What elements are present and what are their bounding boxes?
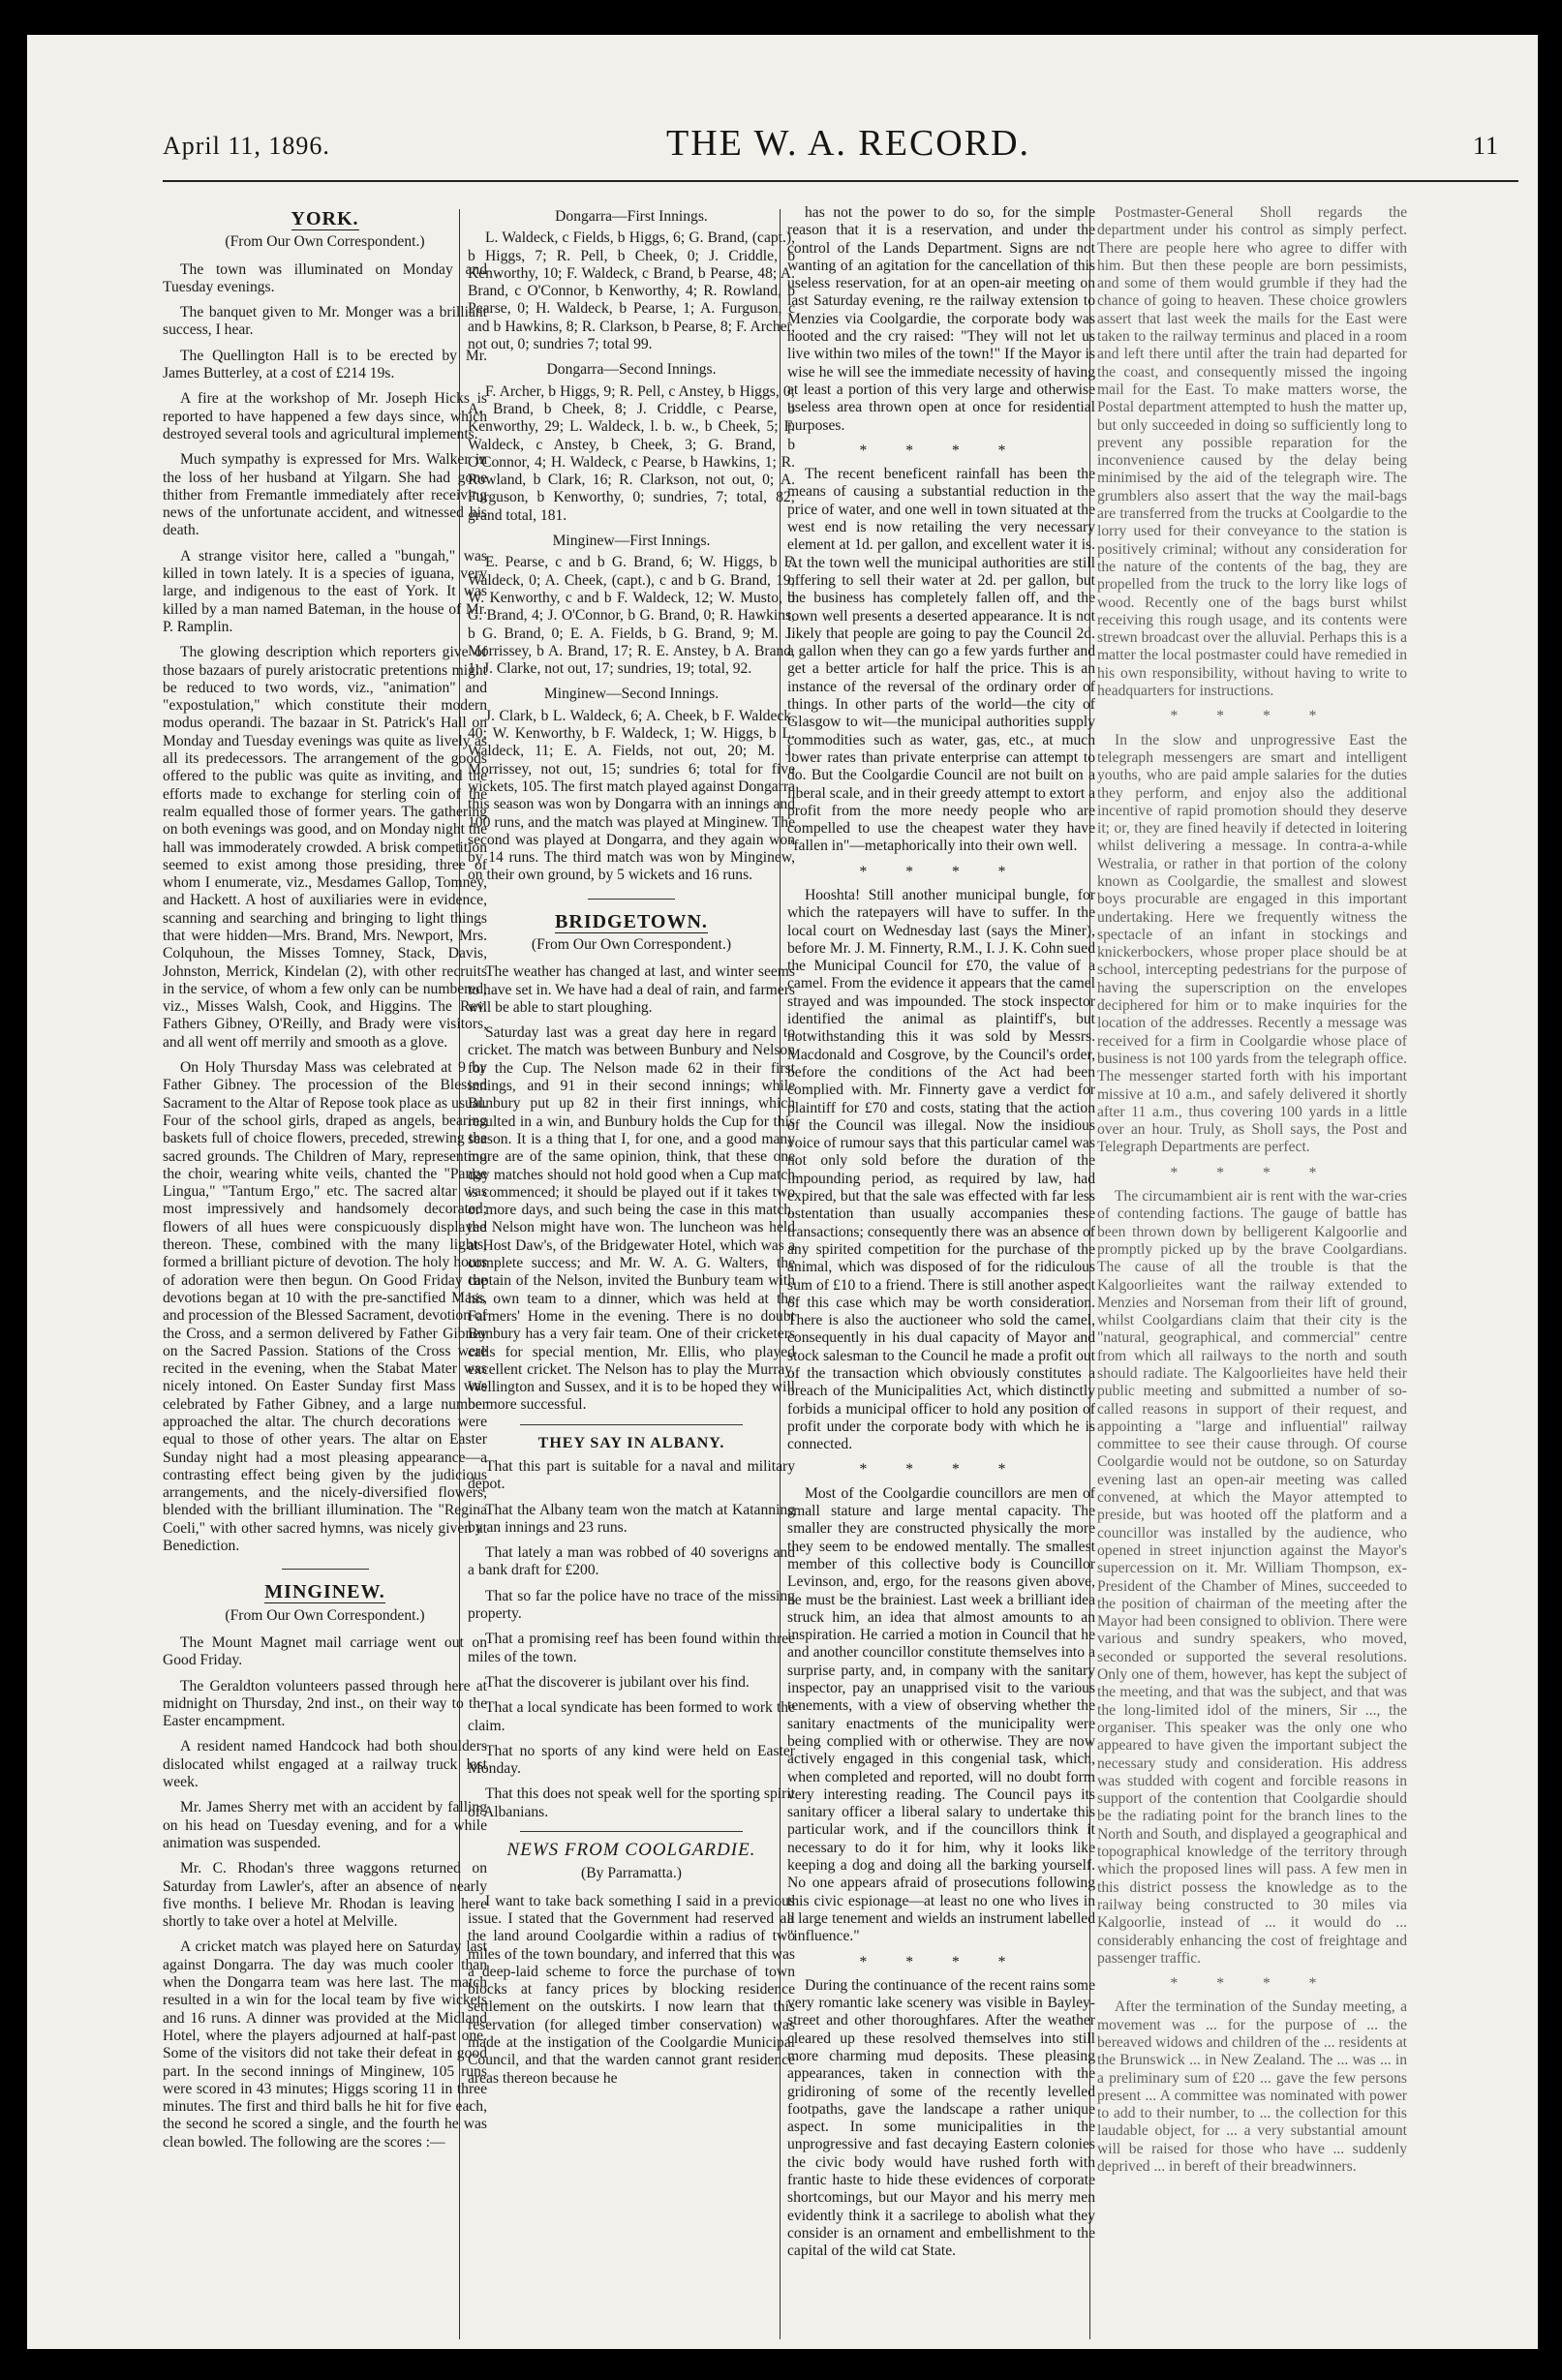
paragraph: Saturday last was a great day here in regard to cricket. The match was between Bunbury and Nelson for the Cup. The Nelson made 62 in their first innings, and 91 in their second innings; while Bunbury put up 82 in their first innings, which resulted in a win, and Bunbury holds the Cup for this season. It is a thing that I, for one, and a good many more are of the same opinion, think, that these one day matches should not hold good when a Cup match is commenced; it should be played out if it takes two or more days, and such being the case in this match, the Nelson might have won. The luncheon was held at Host Daw's, of the Bridgewater Hotel, which was a complete success; and Mr. W. A. G. Walters, the captain of the Nelson, invited the Bunbury team with his own team to a dinner, which was held at the Farmers' Home in the evening. There is no doubt Bunbury has a very fair team. One of their cricketers calls for special mention, Mr. Ellis, who played excellent cricket. The Nelson has to play the Murray, Wellington and Sussex, and it is to be hoped they will be more successful. <box>468 1024 795 1414</box>
newspaper-title: THE W. A. RECORD. <box>666 123 1031 164</box>
star-separator: * * * * <box>859 1461 1024 1479</box>
innings-title: Minginew—Second Innings. <box>543 686 720 703</box>
paragraph: The banquet given to Mr. Monger was a brilliant success, I hear. <box>163 304 487 339</box>
section-rule <box>282 1569 369 1570</box>
innings-scores: F. Archer, b Higgs, 9; R. Pell, c Anstey, b Higgs, 0; A. Brand, b Cheek, 8; J. Criddle, c Pearse, b Kenworthy, 29; L. Waldeck, l. b. w., b Cheek, 5; F. Waldeck, c Anstey, b Cheek, 3; G. Brand, b O'Connor, 4; H. Waldeck, c Pearse, b Hawkins, 1; R. Rowland, b Clark, 16; R. Clarkson, not out, 0; A. Furguson, b Kenworthy, 0; sundries, 7; total, 82; grand total, 181. <box>468 382 795 524</box>
star-separator: * * * * <box>1170 1164 1334 1181</box>
paragraph: Mr. James Sherry met with an accident by falling on his head on Tuesday evening, and for a while animation was suspended. <box>163 1799 487 1851</box>
section-rule <box>520 1424 743 1425</box>
paragraph: That a promising reef has been found within three miles of the town. <box>468 1631 795 1665</box>
paragraph: During the continuance of the recent rains some very romantic lake scenery was visible in Bayley-street and other thoroughfares. After the weather cleared up these resolved themselves into still more charming mud deposits. These pleasing appearances, taken in connection with the gridironing of some of the recently levelled footpaths, gave the landscape a rather unique aspect. In some municipalities in the unprogressive and fast decaying Eastern colonies the civic body would have rushed forth with frantic haste to hide these evidences of corporate shortcomings, but our Mayor and his merry men evidently think it a sacrilege to abolish what they consider is an ornament and embellishment to the capital of the wild cat State. <box>787 1976 1095 2260</box>
paragraph: That lately a man was robbed of 40 soverigns and a bank draft for £200. <box>468 1544 795 1579</box>
section-rule <box>588 899 675 900</box>
innings-title: Minginew—First Innings. <box>552 533 711 550</box>
coolgardie-article-continued <box>1097 204 1407 2176</box>
albany-heading: THEY SAY IN ALBANY. <box>537 1434 725 1451</box>
paragraph: That a local syndicate has been formed to work the claim. <box>468 1699 795 1734</box>
albany-article <box>468 1458 795 1821</box>
innings-scores: E. Pearse, c and b G. Brand, 6; W. Higgs, b F. Waldeck, 0; A. Cheek, (capt.), c and b G. Brand, 19; W. Kenworthy, c and b F. Waldeck, 12; W. Musto, b G. Brand, 4; J. O'Connor, b G. Brand, 0; R. Hawkins, b G. Brand, 0; E. A. Fields, b G. Brand, 9; M. J. Morrissey, b A. Brand, 17; R. E. Anstey, b A. Brand, 1; J. Clarke, not out, 17; sundries, 19; total, 92. <box>468 554 795 678</box>
paragraph: That so far the police have no trace of the missing property. <box>468 1587 795 1623</box>
star-separator: * * * * <box>1170 708 1334 725</box>
paragraph: A cricket match was played here on Saturday last against Dongarra. The day was much cooler than when the Dongarra team was here last. The match resulted in a win for the local team by five wickets and 16 runs. A dinner was provided at the Midland Hotel, where the players adjourned at half-past one. Some of the visitors did not take their defeat in good part. In the second innings of Minginew, 105 runs were scored in 43 minutes; Higgs scoring 11 in three minutes. The first and third balls he hit for five each, the second he scored a single, and the fourth he was clean bowled. The following are the scores :— <box>163 1938 487 2151</box>
paragraph: In the slow and unprogressive East the telegraph messengers are smart and intelligent youths, who are paid ample salaries for the duties they perform, and enjoy also the additional incentive of rapid promotion should they deserve it; or, they are fined heavily if detected in loitering whilst delivering a message. In contra-a-while Westralia, or rather in that portion of the colony known as Coolgardie, the smallest and slowest boys procurable are engaged in this important undertaking. Here we frequently witness the spectacle of an infant in stockings and knickerbockers, whose proper place should be at school, intercepting pedestrians for the purpose of having the superscription on the envelopes deciphered for him or to make inquiries for the location of the addresses. Recently a message was received for a firm in Coolgardie whose place of business is not 100 yards from the telegraph office. The messenger started forth with his important missive at 10 a.m., and safely delivered it shortly after 11 a.m., thus covering 100 yards in a little over an hour. Truly, as Sholl says, the Post and Telegraph Departments are perfect. <box>1097 731 1407 1156</box>
star-separator: * * * * <box>859 863 1024 880</box>
paragraph: That this part is suitable for a naval and military depot. <box>468 1458 795 1493</box>
paragraph: The Mount Magnet mail carriage went out on Good Friday. <box>163 1633 487 1669</box>
column-2 <box>468 204 795 2344</box>
bridgetown-byline: (From Our Own Correspondent.) <box>531 935 732 953</box>
paragraph: After the termination of the Sunday meeting, a movement was ... for the purpose of ... the bereaved widows and children of the ... residents at the Brunswick ... in New Zealand. The ... was ... in a preliminary sum of £20 ... gave the few persons present ... A committee was nominated with power to add to their number, to ... the collection for this laudable object, for ... a very substantial amount will be raised for those who have ... suddenly deprived ... in bereft of their breadwinners. <box>1097 1999 1407 2176</box>
bridgetown-article <box>468 963 795 1414</box>
bridgetown-heading: BRIDGETOWN. <box>555 910 708 932</box>
cricket-scores <box>468 208 795 885</box>
star-separator: * * * * <box>1170 1975 1334 1993</box>
paragraph: On Holy Thursday Mass was celebrated at 9 by Father Gibney. The procession of the Blessed Sacrament to the Altar of Repose took place as usual. Four of the school girls, draped as angels, bearing baskets full of choice flowers, preceded, strewing the sacred grounds. The Children of Mary, representing the choir, wearing white veils, chanted the "Pange Lingua," "Tantum Ergo," etc. The sacred altar was most impressively and handsomely decorated; flowers of all hues were conspicuously displayed thereon. These, combined with the many lights, formed a brilliant picture of devotion. The holy hours of adoration were then begun. On Good Friday the devotions began at 10 with the pre-sanctified Mass, and procession of the Blessed Sacrament, devotion of the Cross, and a sermon delivered by Father Gibney on the Sacred Passion. Stations of the Cross were recited in the evening, when the Stabat Mater was nicely intoned. On Easter Sunday first Mass was celebrated by Father Gibney, and a large number approached the altar. The church decorations were equal to those of other years. The altar on Easter Sunday night had a most pleasing appearance—a contrasting effect being given by the judicious arrangements, and the nicely-diversified flowers, blended with the brilliant illumination. The "Regina Coeli," with other sacred hymns, was nicely given at Benediction. <box>163 1059 487 1555</box>
column-4 <box>1097 204 1407 2344</box>
masthead-rule <box>163 180 1518 182</box>
paragraph: That the Albany team won the match at Katanning by an innings and 23 runs. <box>468 1501 795 1536</box>
issue-date: April 11, 1896. <box>163 132 330 160</box>
paragraph: Much sympathy is expressed for Mrs. Walker in the loss of her husband at Yilgarn. She had gone thither from Fremantle immediately after receiving news of the unfortunate accident, and witnessed his death. <box>163 451 487 539</box>
paragraph: A fire at the workshop of Mr. Joseph Hicks is reported to have happened a few days since, which destroyed several tools and agricultural implements. <box>163 390 487 442</box>
coolgardie-byline: (By Parramatta.) <box>581 1865 682 1882</box>
coolgardie-article-continued <box>787 204 1095 2261</box>
page-number: 11 <box>1472 132 1499 160</box>
paper-sheet <box>27 35 1538 2349</box>
innings-scores: J. Clark, b L. Waldeck, 6; A. Cheek, b F. Waldeck, 40; W. Kenworthy, b F. Waldeck, 1; W. Higgs, b L. Waldeck, 11; E. A. Fields, not out, 20; M. J. Morrissey, not out, 15; sundries 6; total for five wickets, 105. The first match played against Dongarra this season was won by Dongarra with an innings and 100 runs, and the match was played at Minginew. The second was played at Dongarra, and they again won by 14 runs. The third match was won by Minginew, on their own ground, by 5 wickets and 16 runs. <box>468 707 795 884</box>
paragraph: A resident named Handcock had both shoulders dislocated whilst engaged at a railway truck last week. <box>163 1738 487 1791</box>
paragraph: That the discoverer is jubilant over his find. <box>485 1673 750 1691</box>
paragraph: has not the power to do so, for the simple reason that it is a reservation, and under the control of the Lands Department. Signs are not wanting of an agitation for the cancellation of this useless reservation, for at an open-air meeting on last Saturday evening, re the railway extension to Menzies via Coolgardie, the corporate body was hooted and the cry raised: "They will not let us live within two miles of the town!" If the Mayor is wise he will see the immediate necessity of having at least a portion of this very large and otherwise useless area thrown open at once for residential purposes. <box>787 204 1095 434</box>
york-heading: YORK. <box>291 208 359 229</box>
column-1 <box>163 204 487 2344</box>
innings-title: Dongarra—First Innings. <box>555 208 708 225</box>
paragraph: That this does not speak well for the sporting spirit of Albanians. <box>468 1785 795 1820</box>
minginew-byline: (From Our Own Correspondent.) <box>225 1606 425 1624</box>
star-separator: * * * * <box>859 1953 1024 1970</box>
paragraph: The glowing description which reporters give of those bazaars of purely aristocratic pretentions might be reduced to two words, viz., "animation" and "expostulation," which constitute their modern modus operandi. The bazaar in St. Patrick's Hall on Monday and Tuesday evenings was quite as lively as all its predecessors. The arrangement of the goods offered to the public was quite as inviting, and the efforts made to exchange for sterling coin of the realm equalled those of former years. The gathering on both evenings was good, and on Monday night the hall was immoderately crowded. A brisk competition seemed to exist among those presiding, three of whom I enumerate, viz., Mesdames Gallop, Tomney, and Hackett. A host of auxiliaries were in evidence, scanning and searching and bringing to light things that were hidden—Mrs. Brand, Mrs. Newport, Mrs. Colquhoun, the Misses Tomney, Stack, Davis, Johnston, Merrick, Kindelan (2), with other recruits in the service, of whom a few only can be numbered, viz., Misses Walsh, Cook, and Higgins. The Rev. Fathers Gibney, O'Reilly, and Brady were visitors, and all went off merrily and smooth as a glove. <box>163 644 487 1051</box>
paragraph: The town was illuminated on Monday and Tuesday evenings. <box>163 260 487 295</box>
column-3 <box>787 204 1095 2344</box>
paragraph: Postmaster-General Sholl regards the department under his control as simply perfect. There are people here who agree to differ with him. But then these people are born pessimists, and some of them would grumble if they had the chance of going to heaven. These choice growlers assert that last week the mails for the East were taken to the railway terminus and placed in a room and left there until after the train had departed for the coast, and consequently missed the ingoing mail for the East. To make matters worse, the Postal department attempted to hush the matter up, but only succeeded in doing so sufficiently long to prevent any possible reparation for the inconvenience caused by the delay being minimised by the aid of the telegraph wire. The grumblers also assert that the way the mail-bags are transferred from the trucks at Coolgardie to the lorry used for their conveyance to the station is positively criminal; without any consideration for the nature of the contents of the bag, they are propelled from the truck to the lorry like logs of wood. Recently one of the bags burst whilst receiving this rough usage, and its contents were strewn broadcast over the alluvial. Perhaps this is a matter the local postmaster could have remedied in his own responsibility, without having to write to headquarters for instructions. <box>1097 204 1407 700</box>
paragraph: Mr. C. Rhodan's three waggons returned on Saturday from Lawler's, after an absence of nearly five months. I believe Mr. Rhodan is leaving here shortly to take over a hotel at Melville. <box>163 1860 487 1931</box>
paragraph: That no sports of any kind were held on Easter Monday. <box>468 1742 795 1778</box>
paragraph: The circumambient air is rent with the war-cries of contending factions. The gauge of battle has been thrown down by belligerent Kalgoorlie and promptly picked up by the brave Coolgardians. The cause of all the trouble is that the Kalgoorlieites want the railway extended to Menzies and Norseman from their lift of ground, whilst Coolgardians claim that their city is the "natural, geographical, and commercial" centre from which all railways to the north and south should radiate. The Kalgoorlieites have held their public meeting and submitted a number of so-called reasons in support of their request, and appointing a "large and influential" railway committee to see their cause through. Of course Coolgardie would not be outdone, so on Saturday evening last an open-air meeting was called convened, at which the Mayor attempted to preside, but was hooted off the platform and a councillor was installed by the audience, who opened in street injunction against the Mayor's supercession on it. Mr. William Thompson, ex-President of the Chamber of Mines, succeeded to the position of chairman of the meeting after the Mayor had been consigned to oblivion. There were various and sundry speakers, who moved, seconded or supported the several resolutions. Only one of them, however, has kept the subject of the meeting, and that was the subject, and that was the long-limited idol of the miners, Sir ..., the organiser. This speaker was the only one who appeared to have given the important subject the necessary study and consideration. His address was studded with cogent and forcible reasons in support of the contention that Coolgardie should be the radiating point for the branch lines to the North and South, and displayed a geographical and topographical knowledge of the territory through which the proposed lines will pass. A few men in this district possess the knowledge as to the railway being constructed to 30 miles via Kalgoorlie, instead of ... it would do ... considerably enhancing the cost of freightage and passenger traffic. <box>1097 1188 1407 1967</box>
paragraph: The recent beneficent rainfall has been the means of causing a substantial reduction in the price of water, and one well in town situated at the west end is now retailing the very necessary element at 1d. per gallon, and excellent water it is. At the town well the municipal authorities are still offering to sell their water at 2d. per gallon, but the business has completely fallen off, and the town well presents a deserted appearance. It is not likely that people are going to pay the Council 2d. a gallon when they can go a few yards further and get a better article for half the price. This is an instance of the reversal of the ordinary order of things. In other parts of the world—the city of Glasgow to wit—the municipal authorities supply commodities such as water, gas, etc., at much lower rates than private enterprise can attempt to do. But the Coolgardie Council are not built on a liberal scale, and in their greedy attempt to extort a profit from the more needy people who are compelled to use the cheapest water they have "fallen in"—metaphorically into their own well. <box>787 466 1095 855</box>
innings-title: Dongarra—Second Innings. <box>546 361 717 379</box>
coolgardie-heading: NEWS FROM COOLGARDIE. <box>506 1840 756 1861</box>
paragraph: Most of the Coolgardie councillors are men of small stature and large mental capacity. The smaller they are constructed physically the more they seem to be endowed mentally. The smallest member of this collective body is Councillor Levinson, and, ergo, for the reasons given above, he must be the brainiest. Last week a brilliant idea struck him, an idea that almost amounts to an inspiration. He carried a motion in Council that he and another councillor constitute themselves into a surprise party, and, in company with the sanitary inspector, pay an unapprised visit to the various tenements, with a view of observing whether the sanitary enactments of the municipality were being complied with or otherwise. They are now actively engaged in this congenial task, which, when completed and reported, will no doubt form very interesting reading. The Council pays its sanitary officer a liberal salary to undertake this particular work, and if the councillors think it necessary to do it for him, why it looks like keeping a dog and doing all the barking yourself. No one appears afraid of prosecutions following this civic espionage—at least no one who lives in a large tenement and wields an instrument labelled "influence." <box>787 1484 1095 1945</box>
paragraph: I want to take back something I said in a previous issue. I stated that the Government had reserved all the land around Coolgardie within a radius of two miles of the town boundary, and inferred that this was a deep-laid scheme to force the purchase of town blocks at fancy prices by blocking residence settlement on the outskirts. I now learn that this reservation (for alleged timber conservation) was made at the instigation of the Coolgardie Municipal Council, and that the warden cannot grant residence areas thereon because he <box>468 1892 795 2087</box>
paragraph: Hooshta! Still another municipal bungle, for which the ratepayers will have to suffer. In the local court on Wednesday last (says the Miner), before Mr. J. M. Finnerty, R.M., I. J. K. Cohn sued the Municipal Council for £70, the value of a camel. From the evidence it appears that the camel strayed and was impounded. The stock inspector identified the animal as plaintiff's, but notwithstanding this it was sold by Messrs. Macdonald and Cosgrove, by the Council's order, before the conditions of the Act had been complied with. Mr. Finnerty gave a verdict for plaintiff for £70 and costs, stating that the action of the Council was illegal. Now the insidious voice of rumour says that this particular camel was not only sold before the duration of the impounding period, as required by law, had expired, but that the sale was effected with far less ostentation than usually accompanies these transactions; consequently there was an absence of any spirited competition for the purchase of the animal, which was disposed of for the ridiculous sum of £10 to a friend. There is still another aspect of this case which may be worth consideration. There is also the auctioneer who sold the camel, consequently in his dual capacity of Mayor and stock salesman to the Council he made a profit out of the transaction which obviously constitutes a breach of the Municipalities Act, which distinctly forbids a municipal officer to hold any position of profit under the corporate body with which he is connected. <box>787 886 1095 1453</box>
minginew-heading: MINGINEW. <box>264 1581 385 1603</box>
star-separator: * * * * <box>859 442 1024 459</box>
paragraph: A strange visitor here, called a "bungah," was killed in town lately. It is a species of iguana, very large, and indigenous to the east of York. It was killed by a man named Bateman, in the house of Mr. P. Ramplin. <box>163 547 487 635</box>
section-rule <box>520 1831 743 1832</box>
paragraph: The Quellington Hall is to be erected by Mr. James Butterley, at a cost of £214 19s. <box>163 347 487 382</box>
minginew-article <box>163 1634 487 2151</box>
paragraph: The weather has changed at last, and winter seems to have set in. We have had a deal of rain, and farmers will be able to start ploughing. <box>468 963 795 1016</box>
innings-scores: L. Waldeck, c Fields, b Higgs, 6; G. Brand, (capt.), b Higgs, 7; R. Pell, b Cheek, 0; J. Criddle, b Kenworthy, 10; F. Waldeck, c Brand, b Pearse, 48; A. Brand, c O'Connor, b Kenworthy, 4; R. Rowland, b Pearse, 0; H. Waldeck, b Pearse, 1; A. Furguson, c and b Hawkins, 8; R. Clarkson, b Pearse, 8; F. Archer, not out, 0; sundries 7; total 99. <box>468 229 795 353</box>
york-article <box>163 261 487 1556</box>
paragraph: The Geraldton volunteers passed through here at midnight on Thursday, 2nd inst., on their way to the Easter encampment. <box>163 1677 487 1730</box>
coolgardie-article <box>468 1893 795 2088</box>
york-byline: (From Our Own Correspondent.) <box>225 233 425 251</box>
